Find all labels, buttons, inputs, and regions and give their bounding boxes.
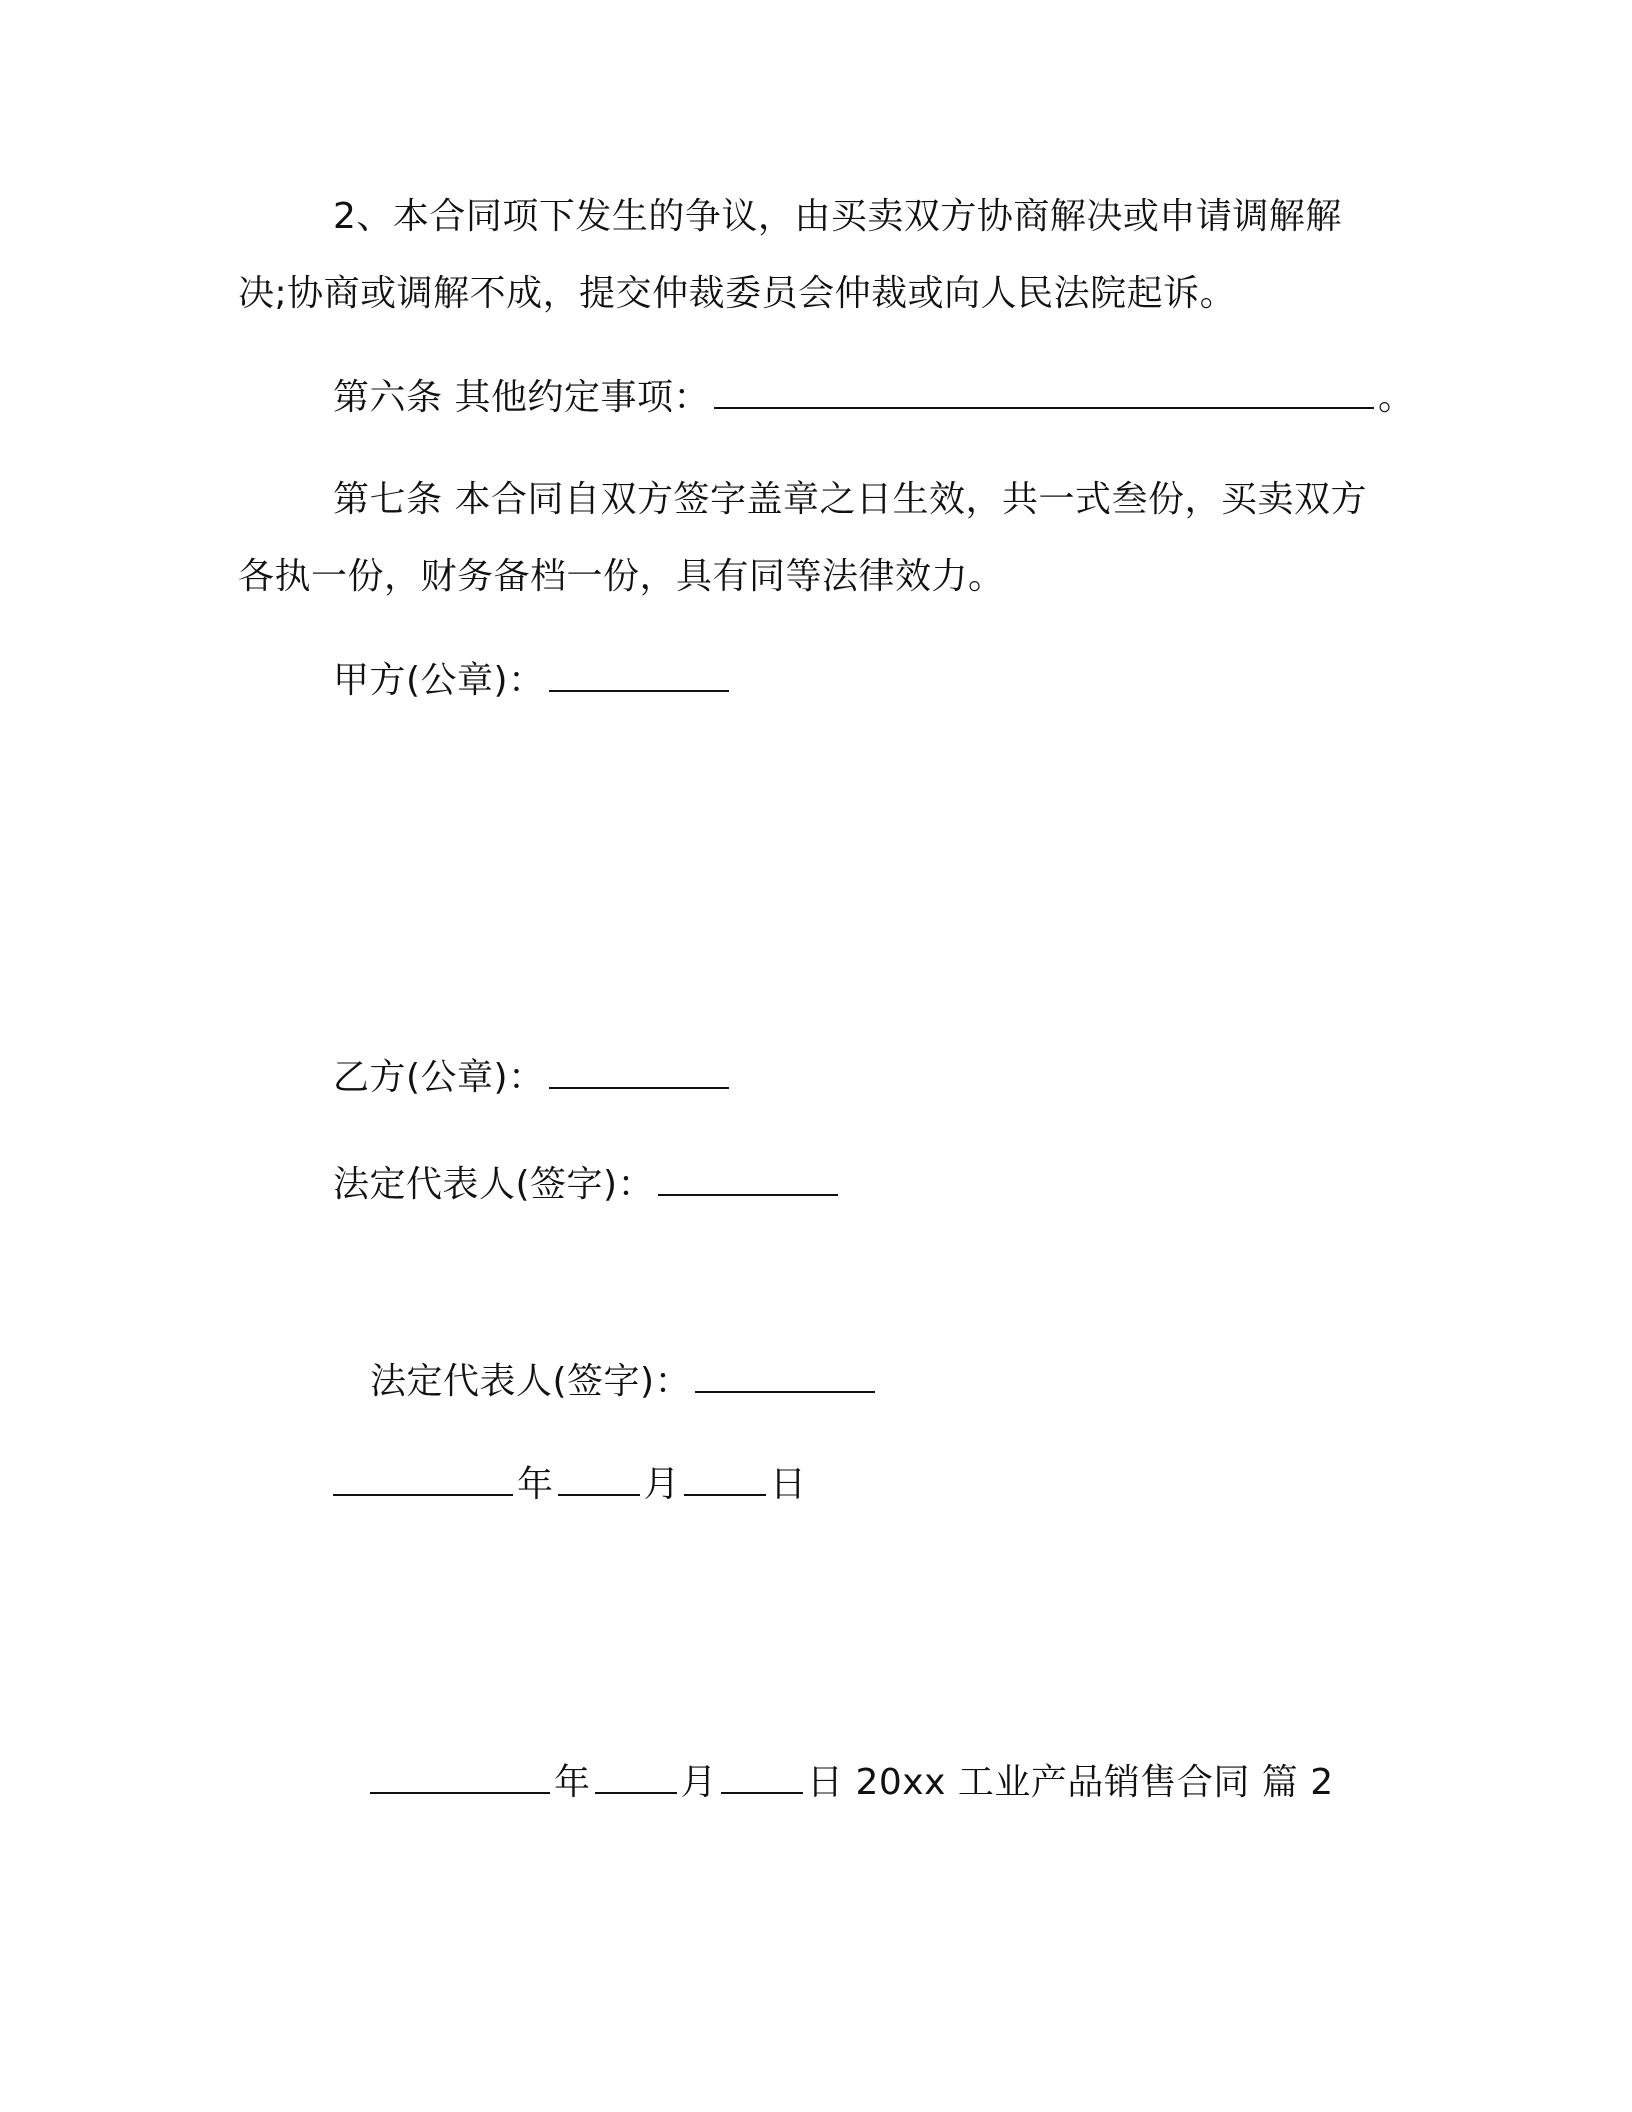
- clause-6-blank[interactable]: [714, 373, 1374, 409]
- date-day-blank[interactable]: [684, 1460, 766, 1496]
- legal-rep-label-1: 法定代表人(签字)：: [333, 1164, 655, 1205]
- legal-rep-2: [370, 1357, 879, 1406]
- legal-rep-blank-1[interactable]: [658, 1160, 838, 1196]
- clause-7-line2: 各执一份，财务备档一份，具有同等法律效力。: [238, 556, 1005, 597]
- footer-date-title: [370, 1758, 1334, 1807]
- party-b-label: 乙方(公章)：: [333, 1057, 545, 1098]
- footer-day-title: 日 20xx 工业产品销售合同 篇 2: [807, 1762, 1334, 1803]
- clause-5-item-2-line1: 2、本合同项下发生的争议，由买卖双方协商解决或申请调解解: [333, 196, 1342, 237]
- date-month-blank[interactable]: [558, 1460, 640, 1496]
- footer-year-blank[interactable]: [370, 1758, 550, 1794]
- date-year-blank[interactable]: [333, 1460, 513, 1496]
- footer-month-blank[interactable]: [595, 1758, 677, 1794]
- date-day-label: 日: [770, 1464, 807, 1505]
- party-a-blank[interactable]: [549, 656, 729, 692]
- date-year-label: 年: [517, 1464, 554, 1505]
- clause-6-label: 第六条 其他约定事项：: [333, 377, 710, 418]
- date-month-label: 月: [643, 1464, 681, 1505]
- legal-rep-1: [333, 1160, 842, 1209]
- legal-rep-blank-2[interactable]: [695, 1357, 875, 1393]
- clause-7-line1: 第七条 本合同自双方签字盖章之日生效，共一式叁份，买卖双方: [333, 479, 1367, 520]
- party-b-seal: [333, 1053, 733, 1102]
- party-a-seal: [333, 656, 733, 705]
- clause-5-item-2-line2: 决;协商或调解不成，提交仲裁委员会仲裁或向人民法院起诉。: [238, 273, 1237, 314]
- signing-date: [333, 1460, 807, 1509]
- footer-year-label: 年: [554, 1762, 591, 1803]
- party-a-label: 甲方(公章)：: [333, 660, 545, 701]
- footer-month-label: 月: [680, 1762, 718, 1803]
- clause-6-end: 。: [1377, 377, 1415, 418]
- legal-rep-label-2: 法定代表人(签字)：: [370, 1361, 692, 1402]
- clause-6: [333, 373, 1414, 422]
- footer-day-blank[interactable]: [721, 1758, 803, 1794]
- party-b-blank[interactable]: [549, 1053, 729, 1089]
